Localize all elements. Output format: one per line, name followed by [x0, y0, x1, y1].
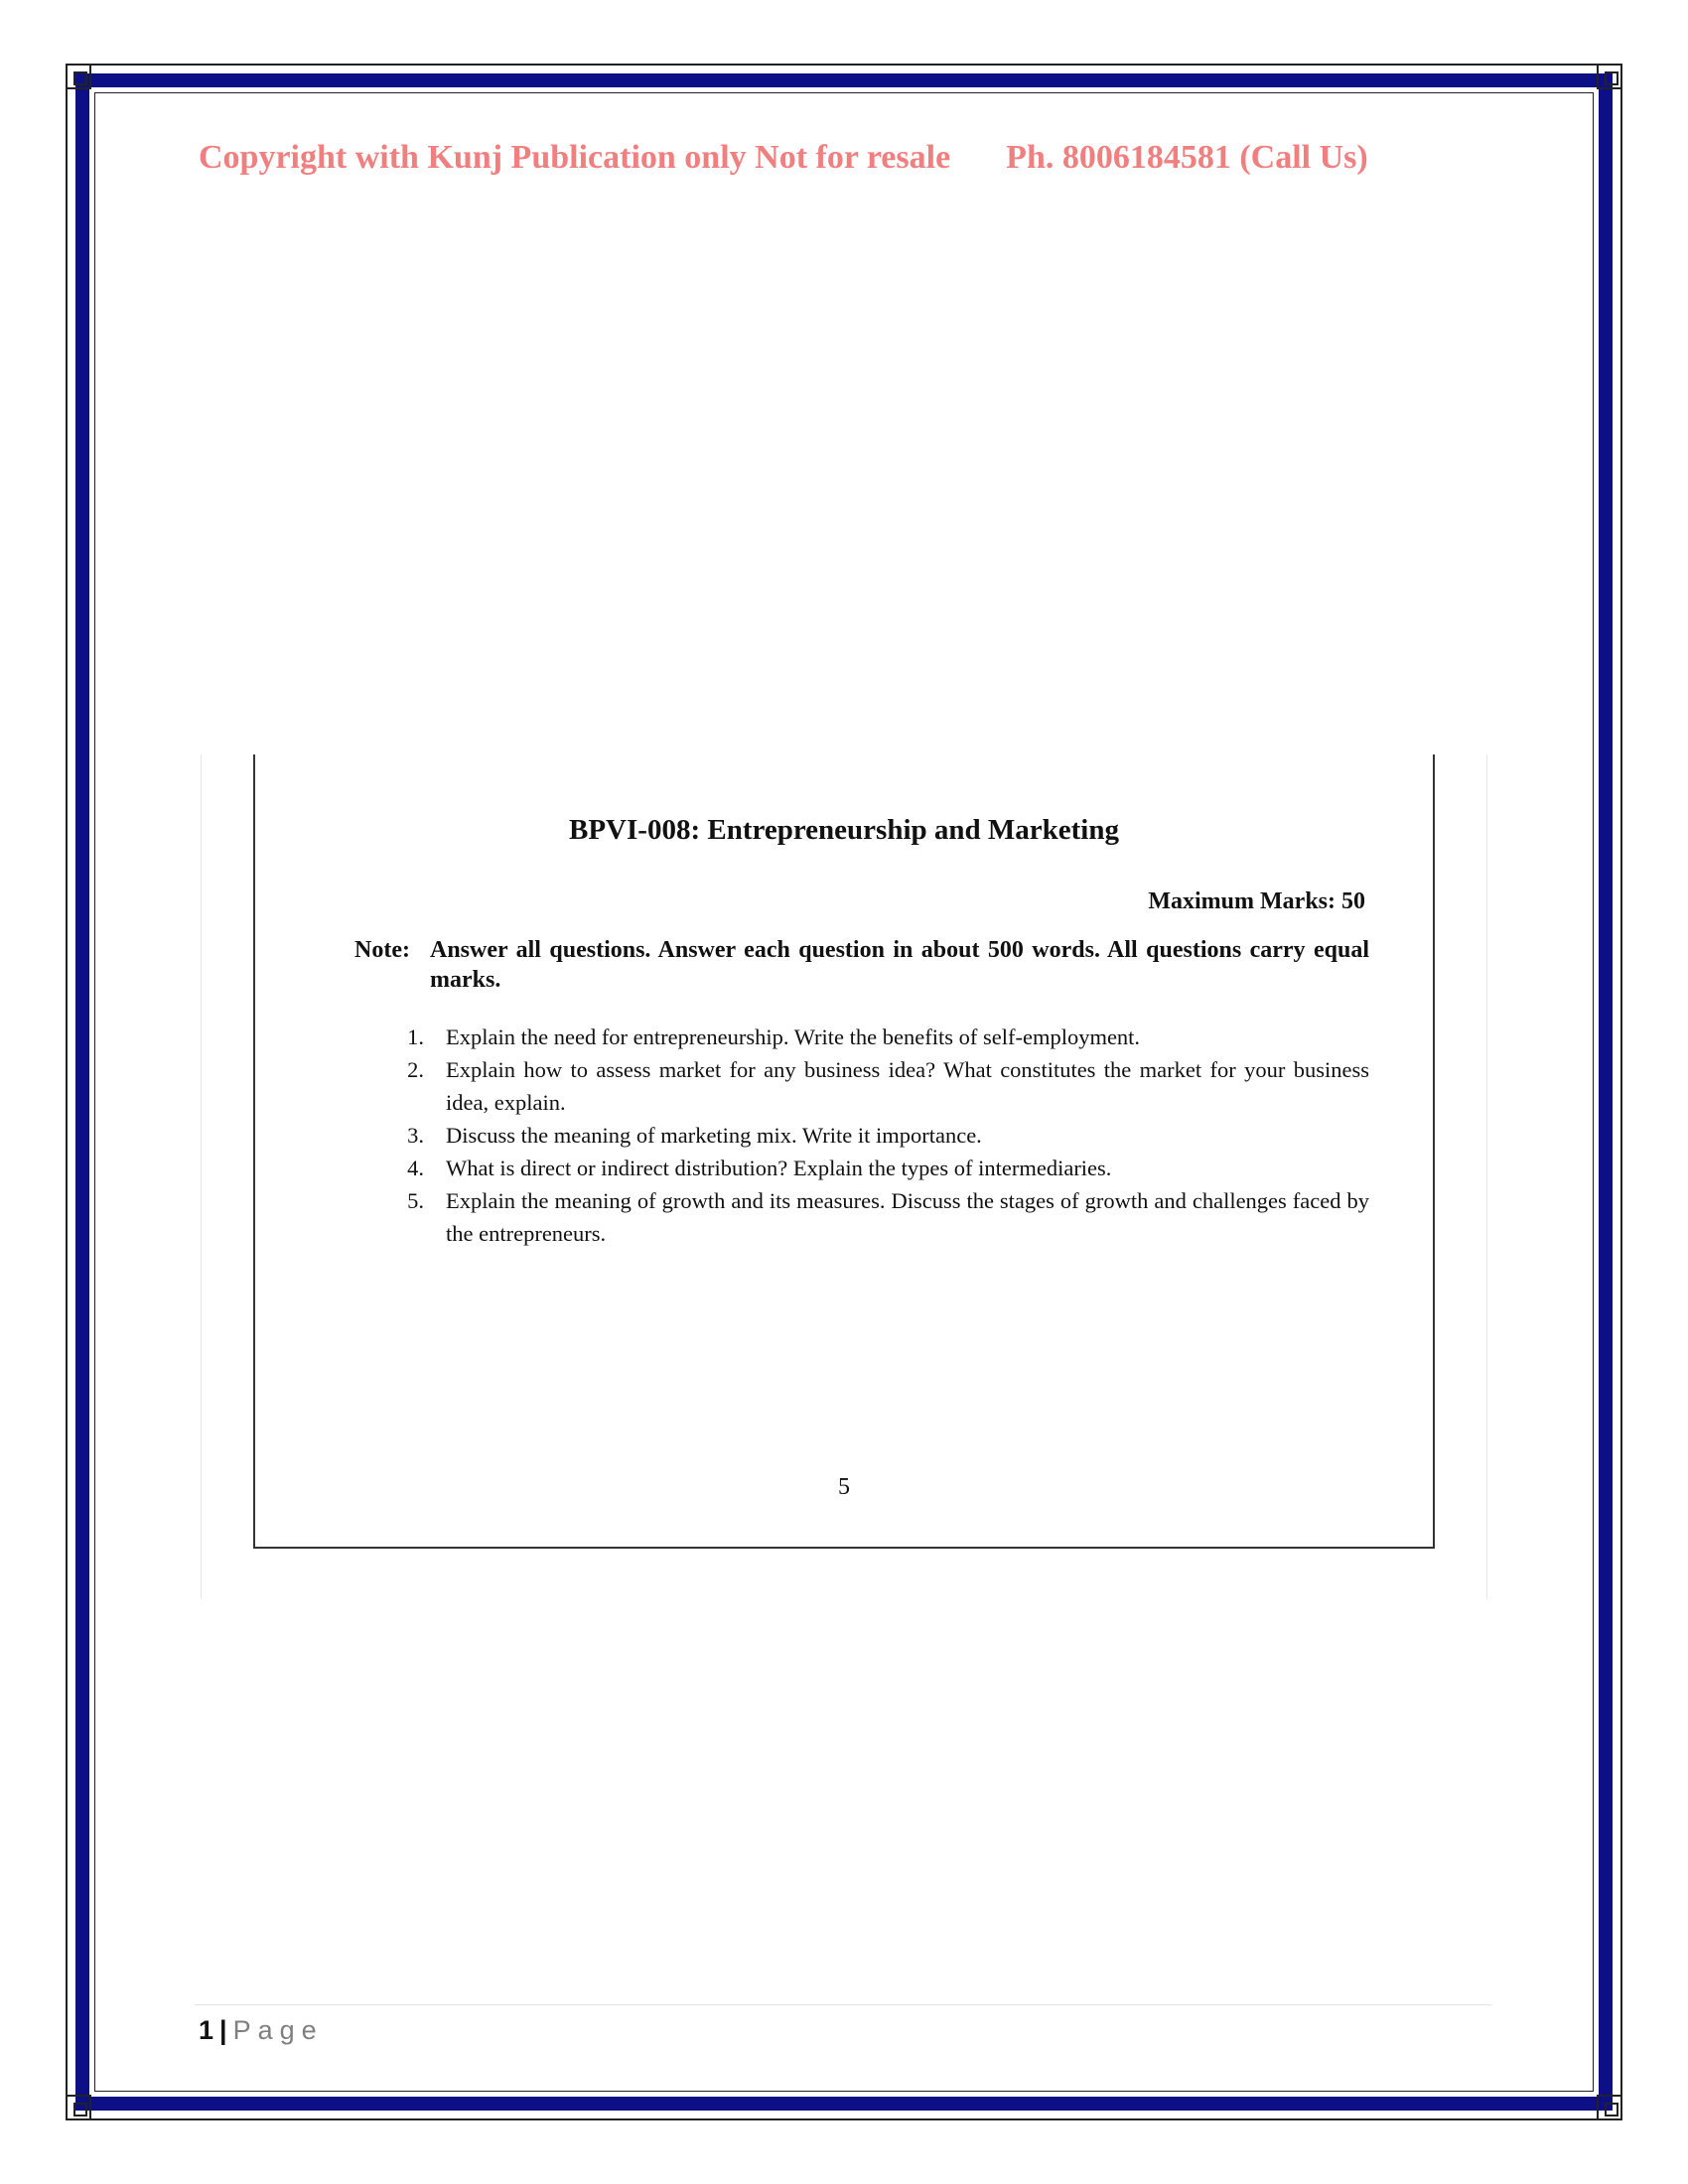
- question-text: Explain the need for entrepreneurship. Write the benefits of self-employment.: [446, 1024, 1141, 1049]
- corner-ornament-top-right: [1597, 64, 1622, 89]
- scan-page-number: 5: [838, 1474, 850, 1500]
- question-text: Explain the meaning of growth and its measures. Discuss the stages of growth and challenges faced by the entrepreneurs.: [446, 1188, 1369, 1246]
- question-number: 1.: [407, 1024, 424, 1049]
- paper-title: BPVI-008: Entrepreneurship and Marketing: [569, 814, 1119, 846]
- copyright-header: [199, 139, 1489, 177]
- question-text: What is direct or indirect distribution? Explain the types of intermediaries.: [446, 1156, 1112, 1180]
- question-number: 3.: [407, 1123, 424, 1148]
- question-number: 5.: [407, 1188, 424, 1213]
- question-text: Discuss the meaning of marketing mix. Write it importance.: [446, 1123, 982, 1148]
- note-label: Note:: [354, 937, 410, 963]
- footer-divider: [195, 2004, 1491, 2005]
- maximum-marks: Maximum Marks: 50: [1148, 888, 1365, 914]
- question-item: [374, 1021, 1369, 1053]
- question-number: 4.: [407, 1156, 424, 1180]
- question-paper-sheet: [253, 754, 1435, 1549]
- question-item: [374, 1053, 1369, 1119]
- question-item: [374, 1152, 1369, 1184]
- question-list: [374, 1021, 1369, 1250]
- question-item: [374, 1184, 1369, 1250]
- note-text: Answer all questions. Answer each question in about 500 words. All questions carry equal marks.: [430, 937, 1369, 993]
- page-label: Page: [232, 2015, 324, 2045]
- page-number: 1: [199, 2015, 214, 2045]
- page-footer: [199, 2015, 324, 2046]
- copyright-notice: Copyright with Kunj Publication only Not for resale: [199, 139, 951, 176]
- question-text: Explain how to assess market for any business idea? What constitutes the market for your business idea, explain.: [446, 1057, 1369, 1115]
- corner-ornament-bottom-right: [1597, 2095, 1622, 2120]
- contact-phone: Ph. 8006184581 (Call Us): [1006, 139, 1368, 176]
- corner-ornament-bottom-left: [66, 2095, 91, 2120]
- question-item: [374, 1119, 1369, 1152]
- scanned-question-paper: [201, 754, 1487, 1598]
- footer-separator: |: [219, 2015, 227, 2045]
- question-number: 2.: [407, 1057, 424, 1082]
- exam-note: [354, 935, 1369, 995]
- corner-ornament-top-left: [66, 64, 91, 89]
